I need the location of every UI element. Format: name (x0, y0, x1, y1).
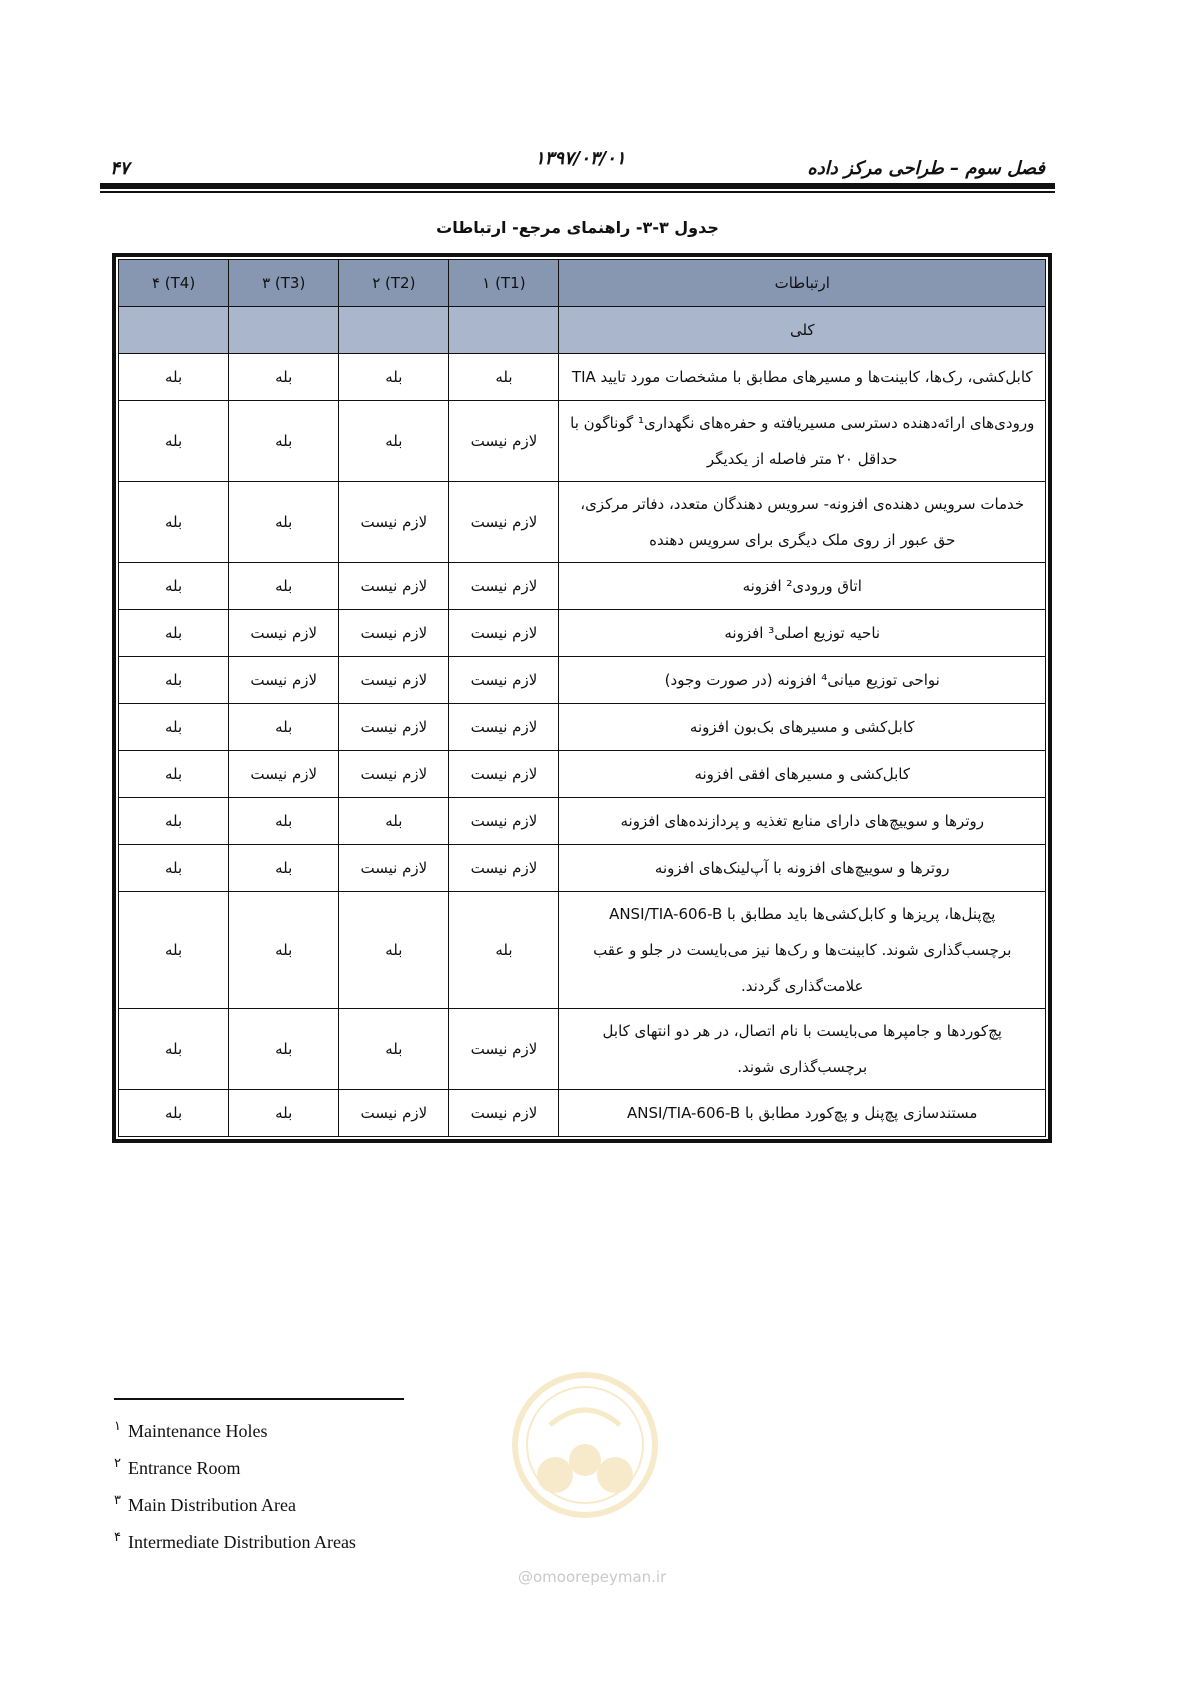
group-label: کلی (559, 307, 1046, 354)
table-row (119, 704, 1046, 751)
footnote-item (114, 1418, 356, 1455)
tier-2-cell: لازم نیست (339, 845, 449, 892)
tier-1-cell: لازم نیست (449, 610, 559, 657)
footnotes (114, 1418, 356, 1566)
footnote-number: ۳ (114, 1492, 121, 1507)
header-rule-thin (100, 191, 1055, 193)
requirement-cell: اتاق ورودی² افزونه (559, 563, 1046, 610)
requirement-cell: کابل‌کشی و مسیرهای افقی افزونه (559, 751, 1046, 798)
tier-4-cell: بله (119, 482, 229, 563)
tier-3-cell: بله (229, 704, 339, 751)
footnote-text: Entrance Room (128, 1458, 241, 1478)
footnote-number: ۴ (114, 1529, 121, 1544)
tier-2-cell: لازم نیست (339, 610, 449, 657)
tier-1-cell: لازم نیست (449, 1090, 559, 1137)
tier-1-cell: لازم نیست (449, 1009, 559, 1090)
tier-2-cell: بله (339, 892, 449, 1009)
tier-2-cell: بله (339, 798, 449, 845)
table-row (119, 401, 1046, 482)
tier-4-cell: بله (119, 1009, 229, 1090)
tier-1-cell: لازم نیست (449, 657, 559, 704)
tier-3-cell: بله (229, 354, 339, 401)
requirement-cell: نواحی توزیع میانی⁴ افزونه (در صورت وجود) (559, 657, 1046, 704)
table-row (119, 354, 1046, 401)
table-row (119, 845, 1046, 892)
table-row (119, 482, 1046, 563)
requirement-cell: روترها و سوییچ‌های افزونه با آپ‌لینک‌های افزونه (559, 845, 1046, 892)
requirement-cell: مستندسازی پچ‌پنل و پچ‌کورد مطابق با ANSI/TIA-606-B (559, 1090, 1046, 1137)
requirement-cell: خدمات سرویس دهنده‌ی افزونه- سرویس دهندگان متعدد، دفاتر مرکزی، حق عبور از روی ملک دیگری برای سرویس دهنده (559, 482, 1046, 563)
tier-1-cell: لازم نیست (449, 704, 559, 751)
header-cell: (T3) ۳ (229, 260, 339, 307)
tier-3-cell: لازم نیست (229, 751, 339, 798)
group-empty-cell (229, 307, 339, 354)
group-empty-cell (449, 307, 559, 354)
tier-2-cell: بله (339, 401, 449, 482)
requirement-cell: کابل‌کشی، رک‌ها، کابینت‌ها و مسیرهای مطابق با مشخصات مورد تایید TIA (559, 354, 1046, 401)
tier-1-cell: بله (449, 354, 559, 401)
table-row (119, 1090, 1046, 1137)
page-header (100, 148, 1055, 188)
tier-1-cell: لازم نیست (449, 798, 559, 845)
header-cell: ارتباطات (559, 260, 1046, 307)
watermark-logo (510, 1370, 660, 1520)
chapter-title: فصل سوم – طراحی مرکز داده (807, 158, 1045, 179)
page-number: ۴۷ (110, 158, 130, 179)
footnote-item (114, 1529, 356, 1566)
tier-4-cell: بله (119, 751, 229, 798)
footnote-number: ۱ (114, 1418, 121, 1433)
tier-1-cell: لازم نیست (449, 563, 559, 610)
table-row (119, 892, 1046, 1009)
tier-4-cell: بله (119, 1090, 229, 1137)
tier-2-cell: بله (339, 354, 449, 401)
footnote-item (114, 1492, 356, 1529)
tier-4-cell: بله (119, 845, 229, 892)
tier-4-cell: بله (119, 657, 229, 704)
tier-4-cell: بله (119, 610, 229, 657)
footnote-text: Maintenance Holes (128, 1421, 268, 1441)
header-rule-thick (100, 183, 1055, 189)
table-frame (112, 253, 1052, 1143)
tier-2-cell: لازم نیست (339, 482, 449, 563)
table-row (119, 657, 1046, 704)
table-caption: جدول ۳-۳- راهنمای مرجع- ارتباطات (436, 218, 719, 237)
tier-1-cell: لازم نیست (449, 482, 559, 563)
tier-2-cell: لازم نیست (339, 1090, 449, 1137)
tier-4-cell: بله (119, 892, 229, 1009)
reference-table (118, 259, 1046, 1137)
tier-3-cell: بله (229, 401, 339, 482)
tier-2-cell: لازم نیست (339, 704, 449, 751)
tier-1-cell: لازم نیست (449, 401, 559, 482)
table-row (119, 1009, 1046, 1090)
tier-3-cell: بله (229, 1090, 339, 1137)
table-header-row (119, 260, 1046, 307)
footnote-text: Main Distribution Area (128, 1495, 296, 1515)
header-cell: (T1) ۱ (449, 260, 559, 307)
table-row (119, 751, 1046, 798)
tier-2-cell: لازم نیست (339, 751, 449, 798)
tier-4-cell: بله (119, 401, 229, 482)
requirement-cell: ناحیه توزیع اصلی³ افزونه (559, 610, 1046, 657)
tier-3-cell: بله (229, 845, 339, 892)
tier-2-cell: بله (339, 1009, 449, 1090)
requirement-cell: پچ‌پنل‌ها، پریزها و کابل‌کشی‌ها باید مطابق با ANSI/TIA-606-B برچسب‌گذاری شوند. کابینت‌ها و رک‌ها نیز می‌بایست در جلو و عقب علامت‌گذاری گردند. (559, 892, 1046, 1009)
watermark-site: @omoorepeyman.ir (518, 1568, 667, 1586)
tier-1-cell: لازم نیست (449, 751, 559, 798)
requirement-cell: کابل‌کشی و مسیرهای بک‌بون افزونه (559, 704, 1046, 751)
requirement-cell: پچ‌کوردها و جامپرها می‌بایست با نام اتصال، در هر دو انتهای کابل برچسب‌گذاری شوند. (559, 1009, 1046, 1090)
tier-3-cell: بله (229, 892, 339, 1009)
table-row (119, 610, 1046, 657)
tier-1-cell: لازم نیست (449, 845, 559, 892)
header-cell: (T2) ۲ (339, 260, 449, 307)
group-empty-cell (339, 307, 449, 354)
tier-3-cell: بله (229, 798, 339, 845)
tier-4-cell: بله (119, 563, 229, 610)
tier-1-cell: بله (449, 892, 559, 1009)
tier-3-cell: بله (229, 482, 339, 563)
tier-3-cell: بله (229, 1009, 339, 1090)
tier-4-cell: بله (119, 798, 229, 845)
tier-4-cell: بله (119, 354, 229, 401)
tier-4-cell: بله (119, 704, 229, 751)
footnote-item (114, 1455, 356, 1492)
table-group-row (119, 307, 1046, 354)
tier-3-cell: بله (229, 563, 339, 610)
tier-2-cell: لازم نیست (339, 563, 449, 610)
tier-3-cell: لازم نیست (229, 657, 339, 704)
footnote-number: ۲ (114, 1455, 121, 1470)
footnote-rule (114, 1398, 404, 1400)
table-row (119, 563, 1046, 610)
requirement-cell: ورودی‌های ارائه‌دهنده دسترسی مسیریافته و حفره‌های نگهداری¹ گوناگون با حداقل ۲۰ متر فاصله از یکدیگر (559, 401, 1046, 482)
tier-2-cell: لازم نیست (339, 657, 449, 704)
tier-3-cell: لازم نیست (229, 610, 339, 657)
footnote-text: Intermediate Distribution Areas (128, 1532, 356, 1552)
header-date: ۱۳۹۷/۰۳/۰۱ (535, 148, 626, 169)
requirement-cell: روترها و سوییچ‌های دارای منابع تغذیه و پردازنده‌های افزونه (559, 798, 1046, 845)
table-row (119, 798, 1046, 845)
header-cell: (T4) ۴ (119, 260, 229, 307)
group-empty-cell (119, 307, 229, 354)
